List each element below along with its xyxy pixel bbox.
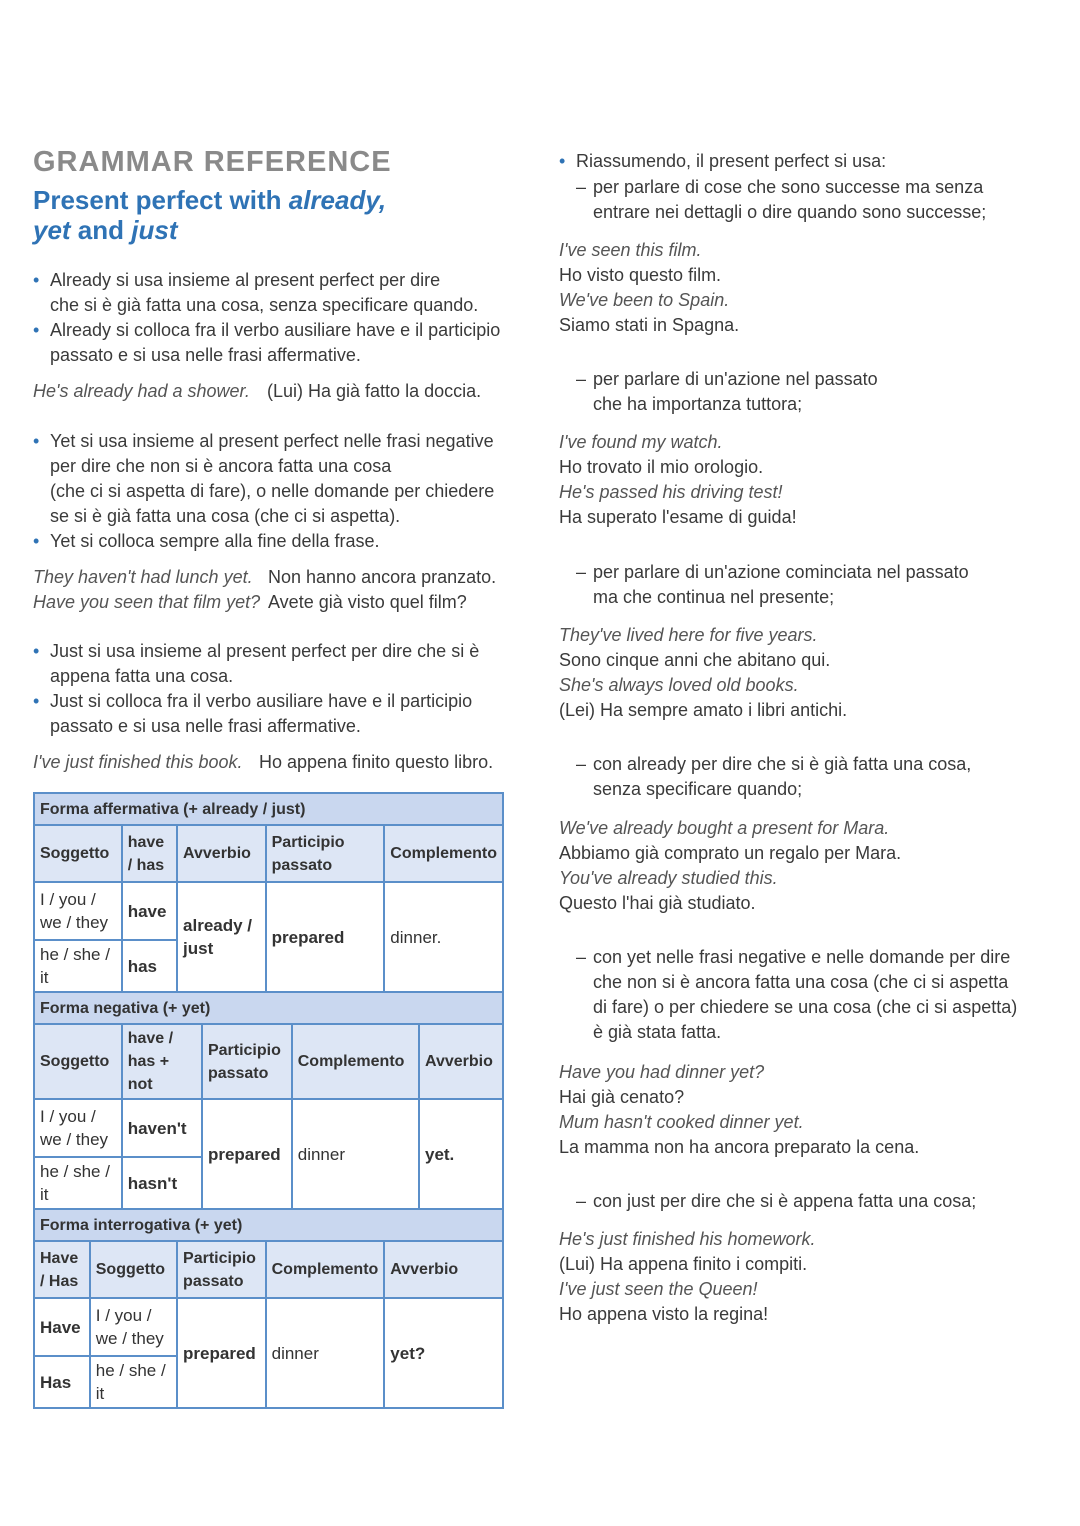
section-kicker: GRAMMAR REFERENCE	[33, 146, 392, 178]
aff-row2-subject: he / she / it	[34, 940, 122, 992]
neg-header-avverbio: Avverbio	[419, 1024, 503, 1099]
just-example-en: I've just finished this book.	[33, 752, 243, 772]
aff-header-soggetto: Soggetto	[34, 825, 122, 882]
examples-6: He's just finished his homework. (Lui) Ha appena finito i compiti. I've just seen the Queen! Ho appena visto la regina!	[559, 1229, 816, 1324]
neg-row1-aux: haven't	[122, 1099, 202, 1157]
already-example-it: (Lui) Ha già fatto la doccia.	[267, 381, 482, 401]
neg-row2-aux: hasn't	[122, 1157, 202, 1209]
title-just: just	[131, 215, 178, 245]
usage-4: – con already per dire che si è già fatta una cosa, senza specificare quando;	[576, 752, 971, 802]
neg-header-soggetto: Soggetto	[34, 1024, 122, 1099]
neg-row2-subject: he / she / it	[34, 1157, 122, 1209]
interrogative-title: Forma interrogativa (+ yet)	[34, 1209, 503, 1241]
title-and: and	[70, 215, 132, 245]
neg-participle: prepared	[202, 1099, 292, 1209]
page-title	[33, 185, 386, 245]
neg-header-participio: Participio passato	[202, 1024, 292, 1099]
int-row2-aux: Has	[34, 1356, 90, 1408]
int-row1-subject: I / you / we / they	[90, 1298, 177, 1356]
title-yet: yet	[33, 215, 71, 245]
usage-5: – con yet nelle frasi negative e nelle domande per dire che non si è ancora fatta una cosa (che ci si aspetta di fare) o per chiedere se una cosa (che ci si aspetta) è già stata fatta.	[576, 945, 1017, 1045]
aff-header-participio: Participio passato	[266, 825, 385, 882]
neg-header-complemento: Complemento	[292, 1024, 419, 1099]
already-bullet-2: • Already si colloca fra il verbo ausiliare have e il participio passato e si usa nelle frasi affermative.	[33, 318, 500, 368]
aff-header-have: have / has	[122, 825, 177, 882]
int-header-participio: Participio passato	[177, 1241, 266, 1298]
aff-row1-subject: I / you / we / they	[34, 882, 122, 940]
already-example-en: He's already had a shower.	[33, 381, 250, 401]
neg-adverb: yet.	[419, 1099, 503, 1209]
yet-example-1-en: They haven't had lunch yet.	[33, 567, 253, 587]
aff-adverb: already / just	[177, 882, 266, 992]
int-row2-subject: he / she / it	[90, 1356, 177, 1408]
int-header-soggetto: Soggetto	[90, 1241, 177, 1298]
int-header-have: Have / Has	[34, 1241, 90, 1298]
title-part: Present perfect with	[33, 185, 289, 215]
aff-row1-aux: have	[122, 882, 177, 940]
aff-complement: dinner.	[384, 882, 503, 992]
int-header-complemento: Complemento	[266, 1241, 385, 1298]
just-example-it: Ho appena finito questo libro.	[259, 752, 494, 772]
int-row1-aux: Have	[34, 1298, 90, 1356]
examples-1: I've seen this film. Ho visto questo film. We've been to Spain. Siamo stati in Spagna.	[559, 240, 740, 335]
usage-6: – con just per dire che si è appena fatta una cosa;	[576, 1189, 976, 1214]
int-header-avverbio: Avverbio	[384, 1241, 503, 1298]
grammar-table	[33, 792, 504, 1409]
summary-bullet: • Riassumendo, il present perfect si usa:	[559, 149, 886, 174]
yet-bullet-2: • Yet si colloca sempre alla fine della frase.	[33, 529, 380, 554]
usage-2: – per parlare di un'azione nel passato che ha importanza tuttora;	[576, 367, 878, 417]
int-participle: prepared	[177, 1298, 266, 1408]
yet-example-1-it: Non hanno ancora pranzato.	[268, 567, 497, 587]
aff-header-avverbio: Avverbio	[177, 825, 266, 882]
just-bullet-1: • Just si usa insieme al present perfect per dire che si è appena fatta una cosa.	[33, 639, 479, 689]
neg-header-have: have / has + not	[122, 1024, 202, 1099]
aff-header-complemento: Complemento	[384, 825, 503, 882]
yet-example-2-en: Have you seen that film yet?	[33, 592, 261, 612]
neg-row1-subject: I / you / we / they	[34, 1099, 122, 1157]
just-bullet-2: • Just si colloca fra il verbo ausiliare have e il participio passato e si usa nelle frasi affermative.	[33, 689, 472, 739]
neg-complement: dinner	[292, 1099, 419, 1209]
int-adverb: yet?	[384, 1298, 503, 1408]
examples-4: We've already bought a present for Mara. Abbiamo già comprato un regalo per Mara. You've already studied this. Questo l'hai già studiato.	[559, 818, 902, 913]
aff-row2-aux: has	[122, 940, 177, 992]
examples-3: They've lived here for five years. Sono cinque anni che abitano qui. She's always loved old books. (Lei) Ha sempre amato i libri antichi.	[559, 625, 848, 720]
already-bullet-1: • Already si usa insieme al present perfect per dire che si è già fatta una cosa, senza specificare quando.	[33, 268, 478, 318]
yet-bullet-1: • Yet si usa insieme al present perfect nelle frasi negative per dire che non si è ancora fatta una cosa (che ci si aspetta di fare), o nelle domande per chiedere se si è già fatta una cosa (che ci si aspetta).	[33, 429, 494, 529]
yet-example-2-it: Avete già visto quel film?	[268, 592, 467, 612]
examples-2: I've found my watch. Ho trovato il mio orologio. He's passed his driving test! Ha superato l'esame di guida!	[559, 432, 797, 527]
negative-title: Forma negativa (+ yet)	[34, 992, 503, 1024]
usage-3: – per parlare di un'azione cominciata nel passato ma che continua nel presente;	[576, 560, 969, 610]
title-already: already,	[288, 185, 387, 215]
examples-5: Have you had dinner yet? Hai già cenato? Mum hasn't cooked dinner yet. La mamma non ha ancora preparato la cena.	[559, 1062, 920, 1157]
aff-participle: prepared	[266, 882, 385, 992]
int-complement: dinner	[266, 1298, 385, 1408]
affirmative-title: Forma affermativa (+ already / just)	[34, 793, 503, 825]
usage-1: – per parlare di cose che sono successe ma senza entrare nei dettagli o dire quando sono successe;	[576, 175, 986, 225]
